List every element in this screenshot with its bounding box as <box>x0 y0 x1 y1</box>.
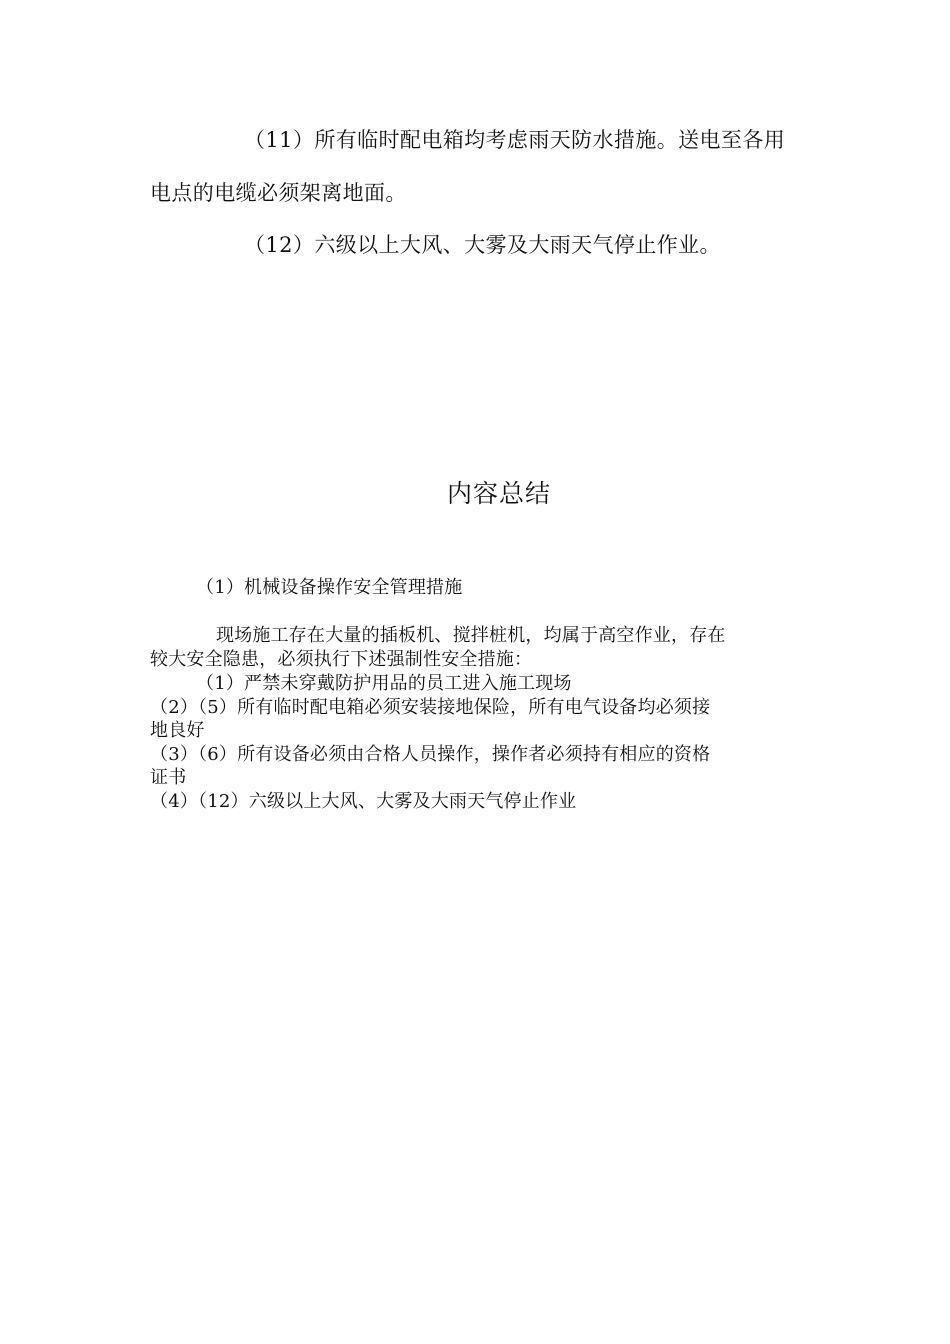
summary-intro-line-2: 较大安全隐患，必须执行下述强制性安全措施： <box>150 649 533 670</box>
item-11-line-2: 电点的电缆必须架离地面。 <box>150 181 407 205</box>
summary-point-2-line-2: 地良好 <box>150 720 205 741</box>
item-11-line-1: （11）所有临时配电箱均考虑雨天防水措施。送电至各用 <box>244 128 786 152</box>
summary-point-1: （1）严禁未穿戴防护用品的员工进入施工现场 <box>196 673 572 694</box>
item-12: （12）六级以上大风、大雾及大雨天气停止作业。 <box>244 233 721 257</box>
summary-point-3-line-1: （3）（6）所有设备必须由合格人员操作，操作者必须持有相应的资格 <box>150 744 711 765</box>
summary-heading: （1）机械设备操作安全管理措施 <box>196 577 463 598</box>
summary-title: 内容总结 <box>447 479 552 508</box>
summary-point-3-line-2: 证书 <box>150 767 187 788</box>
summary-point-2-line-1: （2）（5）所有临时配电箱必须安装接地保险，所有电气设备均必须接 <box>150 697 711 718</box>
summary-point-4: （4）（12）六级以上大风、大雾及大雨天气停止作业 <box>150 791 577 812</box>
summary-intro-line-1: 现场施工存在大量的插板机、搅拌桩机，均属于高空作业，存在 <box>216 625 726 646</box>
